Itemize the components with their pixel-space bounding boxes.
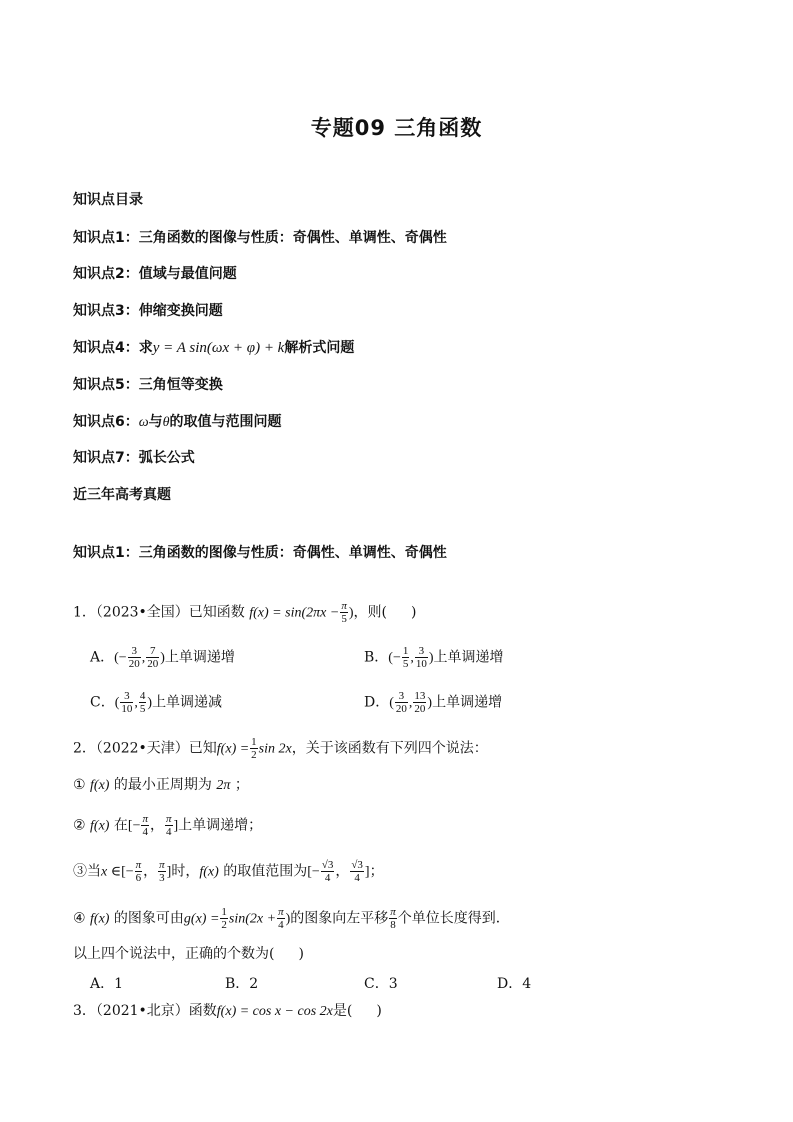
toc-item-6-mid: 与 — [148, 414, 163, 430]
question-3-stem — [73, 1001, 382, 1022]
q2-option-a[interactable]: A．1 — [90, 976, 124, 992]
option-text: 上单调递增 — [432, 694, 503, 711]
option-text: 上单调递增 — [164, 649, 235, 666]
q2-statement-1: ① f(x) 的最小正周期为 2π ； — [73, 777, 249, 793]
toc-item-6-prefix: 知识点6： — [73, 414, 139, 430]
q3-prefix: 3．（2021•北京）函数 — [73, 1003, 217, 1019]
toc-item-2[interactable]: 知识点2：值域与最值问题 — [73, 266, 237, 282]
q1-option-b[interactable]: B．(− $\frac{1}{5}$ , $\frac{3}{10}$ )上单调递增 — [364, 645, 504, 670]
toc-item-8[interactable]: 近三年高考真题 — [73, 487, 171, 503]
question-2-stem — [73, 736, 488, 761]
toc-item-4-formula: y = A sin(ωx + φ) + k — [152, 340, 285, 356]
q1-end: ) — [410, 604, 417, 621]
q3-suffix: 是( — [332, 1003, 353, 1019]
q2-option-b[interactable]: B．2 — [225, 976, 259, 992]
q2-option-d[interactable]: D．4 — [497, 976, 532, 992]
question-1-stem — [73, 600, 416, 625]
option-label: C． — [90, 694, 115, 711]
q2-func: f(x) = — [216, 741, 250, 757]
q2-suffix: ，关于该函数有下列四个说法： — [291, 740, 488, 757]
toc-item-4[interactable] — [73, 338, 354, 358]
toc-item-4-suffix: 解析式问题 — [284, 340, 355, 356]
q2-ask: 以上四个说法中，正确的个数为( ) — [73, 946, 304, 962]
omega-symbol: ω — [138, 415, 149, 430]
q2-statement-3: ③当x ∈[− $\frac{\pi}{6}$ ， $\frac{\pi}{3}$ ]时，f(x) 的取值范围为[− $\frac{√3}{4}$ ， $\frac{√3}{4}$ ]； — [73, 859, 384, 884]
toc-item-3[interactable]: 知识点3：伸缩变换问题 — [73, 303, 223, 319]
toc-item-5[interactable]: 知识点5：三角恒等变换 — [73, 377, 223, 393]
option-label: D． — [364, 694, 390, 711]
toc-item-6-suffix: 的取值与范围问题 — [169, 414, 282, 430]
page-title: 专题09 三角函数 — [310, 116, 483, 140]
q2-option-c[interactable]: C．3 — [364, 976, 398, 992]
section-heading-1: 知识点1：三角函数的图像与性质：奇偶性、单调性、奇偶性 — [73, 545, 447, 561]
toc-item-7[interactable]: 知识点7：弧长公式 — [73, 450, 195, 466]
option-label: B． — [364, 649, 389, 666]
q1-option-d[interactable]: D．( $\frac{3}{20}$ , $\frac{13}{20}$ )上单调递增 — [364, 690, 503, 715]
q1-option-c[interactable]: C．( $\frac{3}{10}$ , $\frac{4}{5}$ )上单调递减 — [90, 690, 223, 715]
q3-func: f(x) = cos x − cos 2x — [216, 1004, 333, 1019]
theta-symbol: θ — [162, 415, 170, 430]
q2-func2: sin 2x — [258, 741, 292, 757]
toc-item-1[interactable]: 知识点1：三角函数的图像与性质：奇偶性、单调性、奇偶性 — [73, 230, 447, 246]
q1-frac: $\frac{\pi}{5}$ — [341, 600, 347, 625]
option-text: 上单调递减 — [152, 694, 223, 711]
q1-prefix: 1．（2023•全国）已知函数 — [73, 604, 245, 621]
option-label: A． — [90, 649, 115, 666]
q2-frac: $\frac{1}{2}$ — [251, 736, 257, 761]
q1-close-paren: ) — [348, 605, 354, 621]
toc-heading: 知识点目录 — [73, 192, 143, 208]
option-text: 上单调递增 — [433, 649, 504, 666]
q2-statement-2: ② f(x) 在[− $\frac{\pi}{4}$ ， $\frac{\pi}{4}$ ]上单调递增； — [73, 813, 263, 838]
q1-func: f(x) = sin(2πx − — [249, 605, 340, 621]
q1-suffix: ，则( — [353, 604, 387, 621]
q3-end: ) — [376, 1003, 382, 1019]
toc-item-6[interactable] — [73, 412, 282, 433]
toc-item-4-prefix: 知识点4：求 — [73, 340, 153, 356]
q1-option-a[interactable]: A．(− $\frac{3}{20}$ , $\frac{7}{20}$ )上单调递增 — [90, 645, 235, 670]
q2-prefix: 2．（2022•天津）已知 — [73, 740, 217, 757]
q2-statement-4: ④ f(x) 的图象可由g(x) = $\frac{1}{2}$ sin(2x + $\frac{\pi}{4}$ )的图象向左平移 $\frac{\pi}{8}$ 个单位长度得到． — [73, 906, 510, 931]
